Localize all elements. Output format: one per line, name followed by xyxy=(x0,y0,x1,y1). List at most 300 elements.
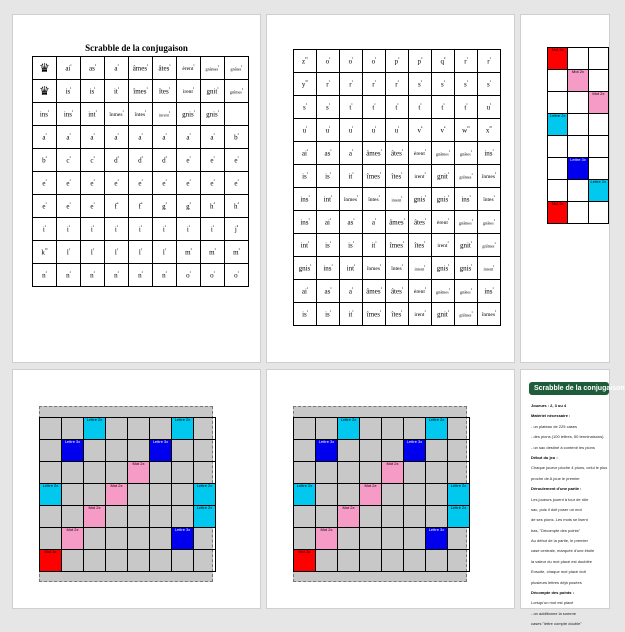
tile-cell: $s^{^1}$ xyxy=(317,96,340,119)
board-cell xyxy=(448,528,470,550)
board-cell xyxy=(106,440,128,462)
rules-line: Matériel nécessaire : xyxy=(531,413,571,419)
board-cell xyxy=(426,550,448,572)
tile-cell: $s^{^1}$ xyxy=(455,73,478,96)
board-cell xyxy=(448,440,470,462)
tile-cell: gnit$^{^1}$ xyxy=(432,303,455,326)
bonus-cell: Lettre 3x xyxy=(404,440,426,462)
tile-cell: $i^{^1}$ xyxy=(57,218,81,241)
board-row xyxy=(40,484,216,506)
bonus-cell: Lettre 2x xyxy=(194,506,216,528)
tile-cell: $u^{^1}$ xyxy=(294,119,317,142)
tile-cell: $j^{^8}$ xyxy=(225,218,249,241)
tile-cell: $v^{^4}$ xyxy=(409,119,432,142)
tile-cell: $e^{^1}$ xyxy=(177,149,201,172)
board-cell xyxy=(294,418,316,440)
tile-cell: $ai^{^1}$ xyxy=(317,211,340,234)
bonus-cell: Mot 2x xyxy=(106,484,128,506)
tile-cell: $a^{^1}$ xyxy=(340,280,363,303)
tile-cell: îmes$^{^1}$ xyxy=(129,80,153,103)
tile-cell: $t^{^1}$ xyxy=(432,96,455,119)
tile-row xyxy=(294,280,501,303)
board-row xyxy=(294,506,470,528)
board-cell xyxy=(360,418,382,440)
tile-cell: inrent$^{^1}$ xyxy=(153,103,177,126)
tile-cell: $a^{^1}$ xyxy=(57,126,81,149)
board-row xyxy=(548,158,609,180)
board-cell xyxy=(360,506,382,528)
tile-cell: $d^{^2}$ xyxy=(129,149,153,172)
tile-cell: $is^{^1}$ xyxy=(317,165,340,188)
tile-cell: inrent$^{^1}$ xyxy=(386,188,409,211)
tile-cell: $a^{^1}$ xyxy=(177,126,201,149)
board-row xyxy=(548,48,609,70)
board-cell xyxy=(382,440,404,462)
tile-cell: $e^{^1}$ xyxy=(33,172,57,195)
tile-cell: $n^{^1}$ xyxy=(153,264,177,287)
board-cell xyxy=(128,528,150,550)
board-cell xyxy=(128,484,150,506)
tile-cell: $g^{^2}$ xyxy=(153,195,177,218)
board-cell xyxy=(172,440,194,462)
bonus-cell: Lettre 2x xyxy=(548,114,568,136)
board-cell xyxy=(404,550,426,572)
tile-row xyxy=(294,165,501,188)
rules-line: Au début de la partie, le premier xyxy=(531,538,588,544)
tile-cell: $is^{^1}$ xyxy=(81,80,105,103)
board-cell xyxy=(172,506,194,528)
board-row xyxy=(548,70,609,92)
tile-cell: $u^{^1}$ xyxy=(478,96,501,119)
bonus-cell: Mot 3x xyxy=(294,550,316,572)
tile-row xyxy=(33,264,249,287)
tile-cell: $e^{^1}$ xyxy=(153,172,177,195)
board-cell xyxy=(426,484,448,506)
board-cell xyxy=(568,180,588,202)
tile-cell: $e^{^1}$ xyxy=(33,195,57,218)
board-cell xyxy=(338,550,360,572)
page-board-top-right xyxy=(520,14,610,363)
board-cell xyxy=(150,418,172,440)
tile-cell: $t^{^1}$ xyxy=(363,96,386,119)
board-cell xyxy=(548,92,568,114)
tile-cell: îmes$^{^1}$ xyxy=(363,165,386,188)
board-cell xyxy=(294,462,316,484)
tile-cell: $u^{^1}$ xyxy=(340,119,363,142)
page-conjugation-tiles-1 xyxy=(12,14,261,363)
bonus-cell: Mot 3x xyxy=(40,550,62,572)
bonus-cell: Mot 2x xyxy=(316,528,338,550)
board-cell xyxy=(150,506,172,528)
tile-cell: $u^{^1}$ xyxy=(317,119,340,142)
tile-cell: $a^{^1}$ xyxy=(153,126,177,149)
board-row xyxy=(40,528,216,550)
board-cell xyxy=(40,462,62,484)
tile-cell: $i^{^1}$ xyxy=(81,218,105,241)
board-row xyxy=(548,180,609,202)
board-grid xyxy=(293,417,470,572)
tile-cell xyxy=(225,103,249,126)
tile-cell: gnis$^{^1}$ xyxy=(455,257,478,280)
board-cell xyxy=(294,528,316,550)
tile-cell: $f^{^4}$ xyxy=(129,195,153,218)
tile-cell: întes$^{^1}$ xyxy=(129,103,153,126)
tile-cell: gnis$^{^1}$ xyxy=(177,103,201,126)
board-cell xyxy=(62,506,84,528)
board-cell xyxy=(568,48,588,70)
tile-cell: âmes$^{^1}$ xyxy=(386,211,409,234)
board-cell xyxy=(128,440,150,462)
tile-cell: $l^{^1}$ xyxy=(129,241,153,264)
tile-cell: $i^{^1}$ xyxy=(153,218,177,241)
tile-cell: $e^{^1}$ xyxy=(225,172,249,195)
tile-cell: èrent$^{^1}$ xyxy=(409,142,432,165)
tile-cell: gnâtes$^{^1}$ xyxy=(225,57,249,80)
tile-cell: $as^{^1}$ xyxy=(317,280,340,303)
board-cell xyxy=(62,418,84,440)
bonus-cell: Lettre 3x xyxy=(150,440,172,462)
board-cell xyxy=(106,528,128,550)
bonus-cell: Mot 2x xyxy=(84,506,106,528)
tile-cell: $n^{^1}$ xyxy=(81,264,105,287)
rules-line: cases "lettre compte double" xyxy=(531,621,582,627)
board-cell xyxy=(448,418,470,440)
tile-cell: îtes$^{^1}$ xyxy=(386,165,409,188)
board-cell xyxy=(150,462,172,484)
board-cell xyxy=(128,506,150,528)
tile-cell: îtes$^{^1}$ xyxy=(153,80,177,103)
rules-header: Scrabble de la conjugaison xyxy=(529,382,609,395)
queen-icon: ♛ xyxy=(33,80,57,103)
tile-cell: ins$^{^1}$ xyxy=(57,103,81,126)
tile-cell: gnis$^{^1}$ xyxy=(432,188,455,211)
bonus-cell: Lettre 2x xyxy=(338,418,360,440)
tile-cell: îtes$^{^1}$ xyxy=(409,234,432,257)
tile-cell: âtes$^{^1}$ xyxy=(386,142,409,165)
tile-cell: âmes$^{^1}$ xyxy=(363,142,386,165)
tile-row xyxy=(33,57,249,80)
board-cell xyxy=(568,92,588,114)
rules-line: - on additionne la somme xyxy=(531,610,576,616)
bonus-cell: Mot 3x xyxy=(548,48,568,70)
tile-cell: $h^{^4}$ xyxy=(201,195,225,218)
tile-cell: $v^{^4}$ xyxy=(432,119,455,142)
board-cell xyxy=(316,484,338,506)
tile-cell: gnis$^{^1}$ xyxy=(409,188,432,211)
tile-cell: irent$^{^1}$ xyxy=(432,234,455,257)
tile-cell: $a^{^1}$ xyxy=(363,211,386,234)
board-cell xyxy=(588,202,608,224)
rules-line: Lorsqu'un mot est placé xyxy=(531,600,574,606)
tile-cell: int$^{^1}$ xyxy=(81,103,105,126)
board-cell xyxy=(588,136,608,158)
tile-cell: $is^{^1}$ xyxy=(317,234,340,257)
tile-row xyxy=(33,172,249,195)
board-cell xyxy=(294,506,316,528)
tile-cell: $i^{^1}$ xyxy=(105,218,129,241)
bonus-cell: Lettre 2x xyxy=(588,180,608,202)
rules-line: bas, "Décompte des points" xyxy=(531,527,581,533)
board-cell xyxy=(316,506,338,528)
tile-cell: $p^{^3}$ xyxy=(386,50,409,73)
tile-cell: inrent$^{^1}$ xyxy=(478,257,501,280)
tile-cell: irent$^{^1}$ xyxy=(409,303,432,326)
tile-cell: gnîmes$^{^1}$ xyxy=(478,234,501,257)
board-cell xyxy=(194,528,216,550)
board-cell xyxy=(316,550,338,572)
board-row xyxy=(548,114,609,136)
board-cell xyxy=(294,440,316,462)
tile-cell: $f^{^4}$ xyxy=(105,195,129,218)
board-cell xyxy=(448,550,470,572)
tile-cell: $m^{^2}$ xyxy=(201,241,225,264)
page-board-lower-left xyxy=(12,369,261,609)
board-row xyxy=(294,550,470,572)
tile-cell: èrent$^{^1}$ xyxy=(409,280,432,303)
tile-cell: $e^{^1}$ xyxy=(57,195,81,218)
board-cell xyxy=(404,462,426,484)
tile-cell: irent$^{^1}$ xyxy=(409,165,432,188)
board-cell xyxy=(84,462,106,484)
tile-cell: $s^{^1}$ xyxy=(409,73,432,96)
bonus-cell: Lettre 2x xyxy=(40,484,62,506)
rules-line: plusieurs lettres déjà posées xyxy=(531,579,582,585)
tile-cell: ins$^{^1}$ xyxy=(478,280,501,303)
tile-cell: $l^{^1}$ xyxy=(153,241,177,264)
board-grid xyxy=(39,417,216,572)
rules-line: Chaque joueur pioche 4 pions, celui le plus xyxy=(531,465,608,471)
tile-cell: $e^{^1}$ xyxy=(177,172,201,195)
tile-row xyxy=(294,188,501,211)
tile-cell: gnâtes$^{^1}$ xyxy=(455,142,478,165)
bonus-cell: Lettre 2x xyxy=(448,506,470,528)
tile-row xyxy=(294,303,501,326)
tile-cell: gnit$^{^1}$ xyxy=(201,80,225,103)
board-cell xyxy=(588,48,608,70)
board-row xyxy=(40,440,216,462)
tile-cell: îmes$^{^1}$ xyxy=(363,303,386,326)
board-cell xyxy=(448,462,470,484)
tile-cell: inrent$^{^1}$ xyxy=(409,257,432,280)
tile-cell: âtes$^{^1}$ xyxy=(386,280,409,303)
tile-cell: gnâtes$^{^1}$ xyxy=(455,280,478,303)
board-cell xyxy=(106,462,128,484)
tile-cell: gnit$^{^1}$ xyxy=(432,165,455,188)
rules-line: sac, puis il doit poser un mot xyxy=(531,506,582,512)
tile-cell: $n^{^1}$ xyxy=(105,264,129,287)
bonus-cell: Mot 2x xyxy=(588,92,608,114)
tile-cell: $i^{^1}$ xyxy=(177,218,201,241)
board-cell xyxy=(150,528,172,550)
tile-cell: înmes$^{^1}$ xyxy=(363,257,386,280)
tile-cell: $o^{^1}$ xyxy=(363,50,386,73)
tile-cell: $is^{^1}$ xyxy=(294,303,317,326)
tile-cell: $c^{^3}$ xyxy=(57,149,81,172)
rules-line: Les joueurs jouent à tour de rôle xyxy=(531,496,589,502)
tile-cell: $t^{^1}$ xyxy=(386,96,409,119)
rules-line: case centrale, marquée d'une étoile xyxy=(531,548,595,554)
tile-row xyxy=(33,103,249,126)
board-cell xyxy=(360,462,382,484)
tile-cell: $u^{^1}$ xyxy=(363,119,386,142)
tile-cell: gnâtes$^{^1}$ xyxy=(478,211,501,234)
board-row xyxy=(294,440,470,462)
tile-cell: $e^{^1}$ xyxy=(105,172,129,195)
rules-line: - un sac destiné à contenir les pions xyxy=(531,444,595,450)
bonus-cell: Lettre 3x xyxy=(316,440,338,462)
tile-cell: gnit$^{^1}$ xyxy=(455,234,478,257)
board-cell xyxy=(40,528,62,550)
bonus-cell: Lettre 2x xyxy=(294,484,316,506)
board-cell xyxy=(128,418,150,440)
tile-cell: $ai^{^1}$ xyxy=(57,57,81,80)
tile-cell: $is^{^1}$ xyxy=(340,234,363,257)
tile-cell: âmes$^{^1}$ xyxy=(129,57,153,80)
tile-cell: ins$^{^1}$ xyxy=(294,188,317,211)
tiles-table-1 xyxy=(32,56,249,287)
tile-cell: $r^{^1}$ xyxy=(386,73,409,96)
tile-row xyxy=(294,50,501,73)
tile-cell: $d^{^2}$ xyxy=(105,149,129,172)
tile-cell: $p^{^3}$ xyxy=(409,50,432,73)
board-row xyxy=(294,418,470,440)
board-cell xyxy=(404,418,426,440)
tile-cell: $l^{^1}$ xyxy=(81,241,105,264)
tile-row xyxy=(33,126,249,149)
tile-cell: $k^{^{10}}$ xyxy=(33,241,57,264)
board-cell xyxy=(426,440,448,462)
tile-cell: ins$^{^1}$ xyxy=(317,257,340,280)
tile-row xyxy=(33,241,249,264)
rules-line: proche de A joue le premier xyxy=(531,475,580,481)
tile-cell: $x^{^{10}}$ xyxy=(478,119,501,142)
board-cell xyxy=(106,506,128,528)
tile-cell: $n^{^1}$ xyxy=(129,264,153,287)
tile-row xyxy=(294,73,501,96)
tile-cell: $is^{^1}$ xyxy=(57,80,81,103)
rules-line: de ses pions. Les mots se lisent xyxy=(531,517,588,523)
board-cell xyxy=(404,484,426,506)
tile-cell: âmes$^{^1}$ xyxy=(363,280,386,303)
tile-cell: ins$^{^1}$ xyxy=(455,188,478,211)
board-row xyxy=(548,136,609,158)
tile-cell: îtes$^{^1}$ xyxy=(386,303,409,326)
bonus-cell: Mot 2x xyxy=(568,70,588,92)
bonus-cell: Lettre 2x xyxy=(194,484,216,506)
board-cell xyxy=(338,528,360,550)
board-row xyxy=(40,550,216,572)
tile-cell: $i^{^1}$ xyxy=(129,218,153,241)
board-cell xyxy=(588,158,608,180)
board-cell xyxy=(568,202,588,224)
tile-cell: $g^{^2}$ xyxy=(177,195,201,218)
board-row xyxy=(40,418,216,440)
board-cell xyxy=(40,418,62,440)
tile-cell: âtes$^{^1}$ xyxy=(153,57,177,80)
rules-line: - un plateau de 225 cases xyxy=(531,423,578,429)
bonus-cell: Mot 2x xyxy=(382,462,404,484)
board-cell xyxy=(568,136,588,158)
board-cell xyxy=(62,550,84,572)
board-cell xyxy=(548,180,568,202)
tile-row xyxy=(33,149,249,172)
board-cell xyxy=(316,418,338,440)
board-cell xyxy=(588,114,608,136)
bonus-cell: Lettre 3x xyxy=(172,528,194,550)
board-cell xyxy=(62,462,84,484)
tile-row xyxy=(33,80,249,103)
board-cell xyxy=(316,462,338,484)
tile-cell: $e^{^1}$ xyxy=(81,172,105,195)
tile-cell: $it^{^1}$ xyxy=(105,80,129,103)
board-cell xyxy=(84,484,106,506)
tile-cell: ins$^{^1}$ xyxy=(294,211,317,234)
tile-cell: $e^{^1}$ xyxy=(81,195,105,218)
tile-cell: $i^{^1}$ xyxy=(201,218,225,241)
board-cell xyxy=(382,418,404,440)
tile-cell: $s^{^1}$ xyxy=(478,73,501,96)
tile-cell: $q^{^8}$ xyxy=(432,50,455,73)
tile-cell: $a^{^1}$ xyxy=(129,126,153,149)
tile-cell: întes$^{^1}$ xyxy=(386,257,409,280)
tile-cell: $o^{^1}$ xyxy=(225,264,249,287)
tile-cell: $m^{^2}$ xyxy=(225,241,249,264)
rules-line: - des pions (100 lettres, 50 terminaisons) xyxy=(531,434,604,440)
rules-line: Début du jeu : xyxy=(531,454,558,460)
board-row xyxy=(294,484,470,506)
rules-line: la valeur du mot placé est doublée xyxy=(531,558,592,564)
page-board-lower-middle xyxy=(266,369,515,609)
tile-cell: int$^{^1}$ xyxy=(340,257,363,280)
tile-cell: $it^{^1}$ xyxy=(340,303,363,326)
bonus-cell: Mot 3x xyxy=(548,202,568,224)
board-cell xyxy=(172,550,194,572)
tile-cell: $as^{^1}$ xyxy=(340,211,363,234)
board-row xyxy=(40,462,216,484)
tiles-table-2 xyxy=(293,49,501,326)
rules-line: Déroulement d'une partie : xyxy=(531,486,582,492)
tile-cell: $i^{^1}$ xyxy=(33,218,57,241)
board-cell xyxy=(360,528,382,550)
board-cell xyxy=(106,550,128,572)
page-rules xyxy=(520,369,625,627)
tile-row xyxy=(33,195,249,218)
tile-cell: $a^{^1}$ xyxy=(340,142,363,165)
bonus-cell: Lettre 3x xyxy=(62,440,84,462)
tile-cell: ins$^{^1}$ xyxy=(478,142,501,165)
tile-cell: $o^{^1}$ xyxy=(177,264,201,287)
board-row xyxy=(548,92,609,114)
tile-cell: $it^{^1}$ xyxy=(363,234,386,257)
tile-row xyxy=(33,218,249,241)
tile-cell: $e^{^1}$ xyxy=(225,149,249,172)
tile-row xyxy=(294,142,501,165)
bonus-cell: Lettre 2x xyxy=(426,418,448,440)
tile-cell: $e^{^1}$ xyxy=(129,172,153,195)
tile-cell: întes$^{^1}$ xyxy=(363,188,386,211)
board-cell xyxy=(150,550,172,572)
board-cell xyxy=(84,528,106,550)
tile-cell: $ai^{^1}$ xyxy=(294,280,317,303)
tile-cell: $r^{^1}$ xyxy=(363,73,386,96)
board-cell xyxy=(382,528,404,550)
rules-lines xyxy=(531,403,611,627)
board-cell xyxy=(568,114,588,136)
tile-cell: înmes$^{^1}$ xyxy=(478,165,501,188)
tile-cell: înmes$^{^1}$ xyxy=(105,103,129,126)
board-cell xyxy=(548,136,568,158)
rules-line: Ensuite, chaque mot placé doit xyxy=(531,569,586,575)
